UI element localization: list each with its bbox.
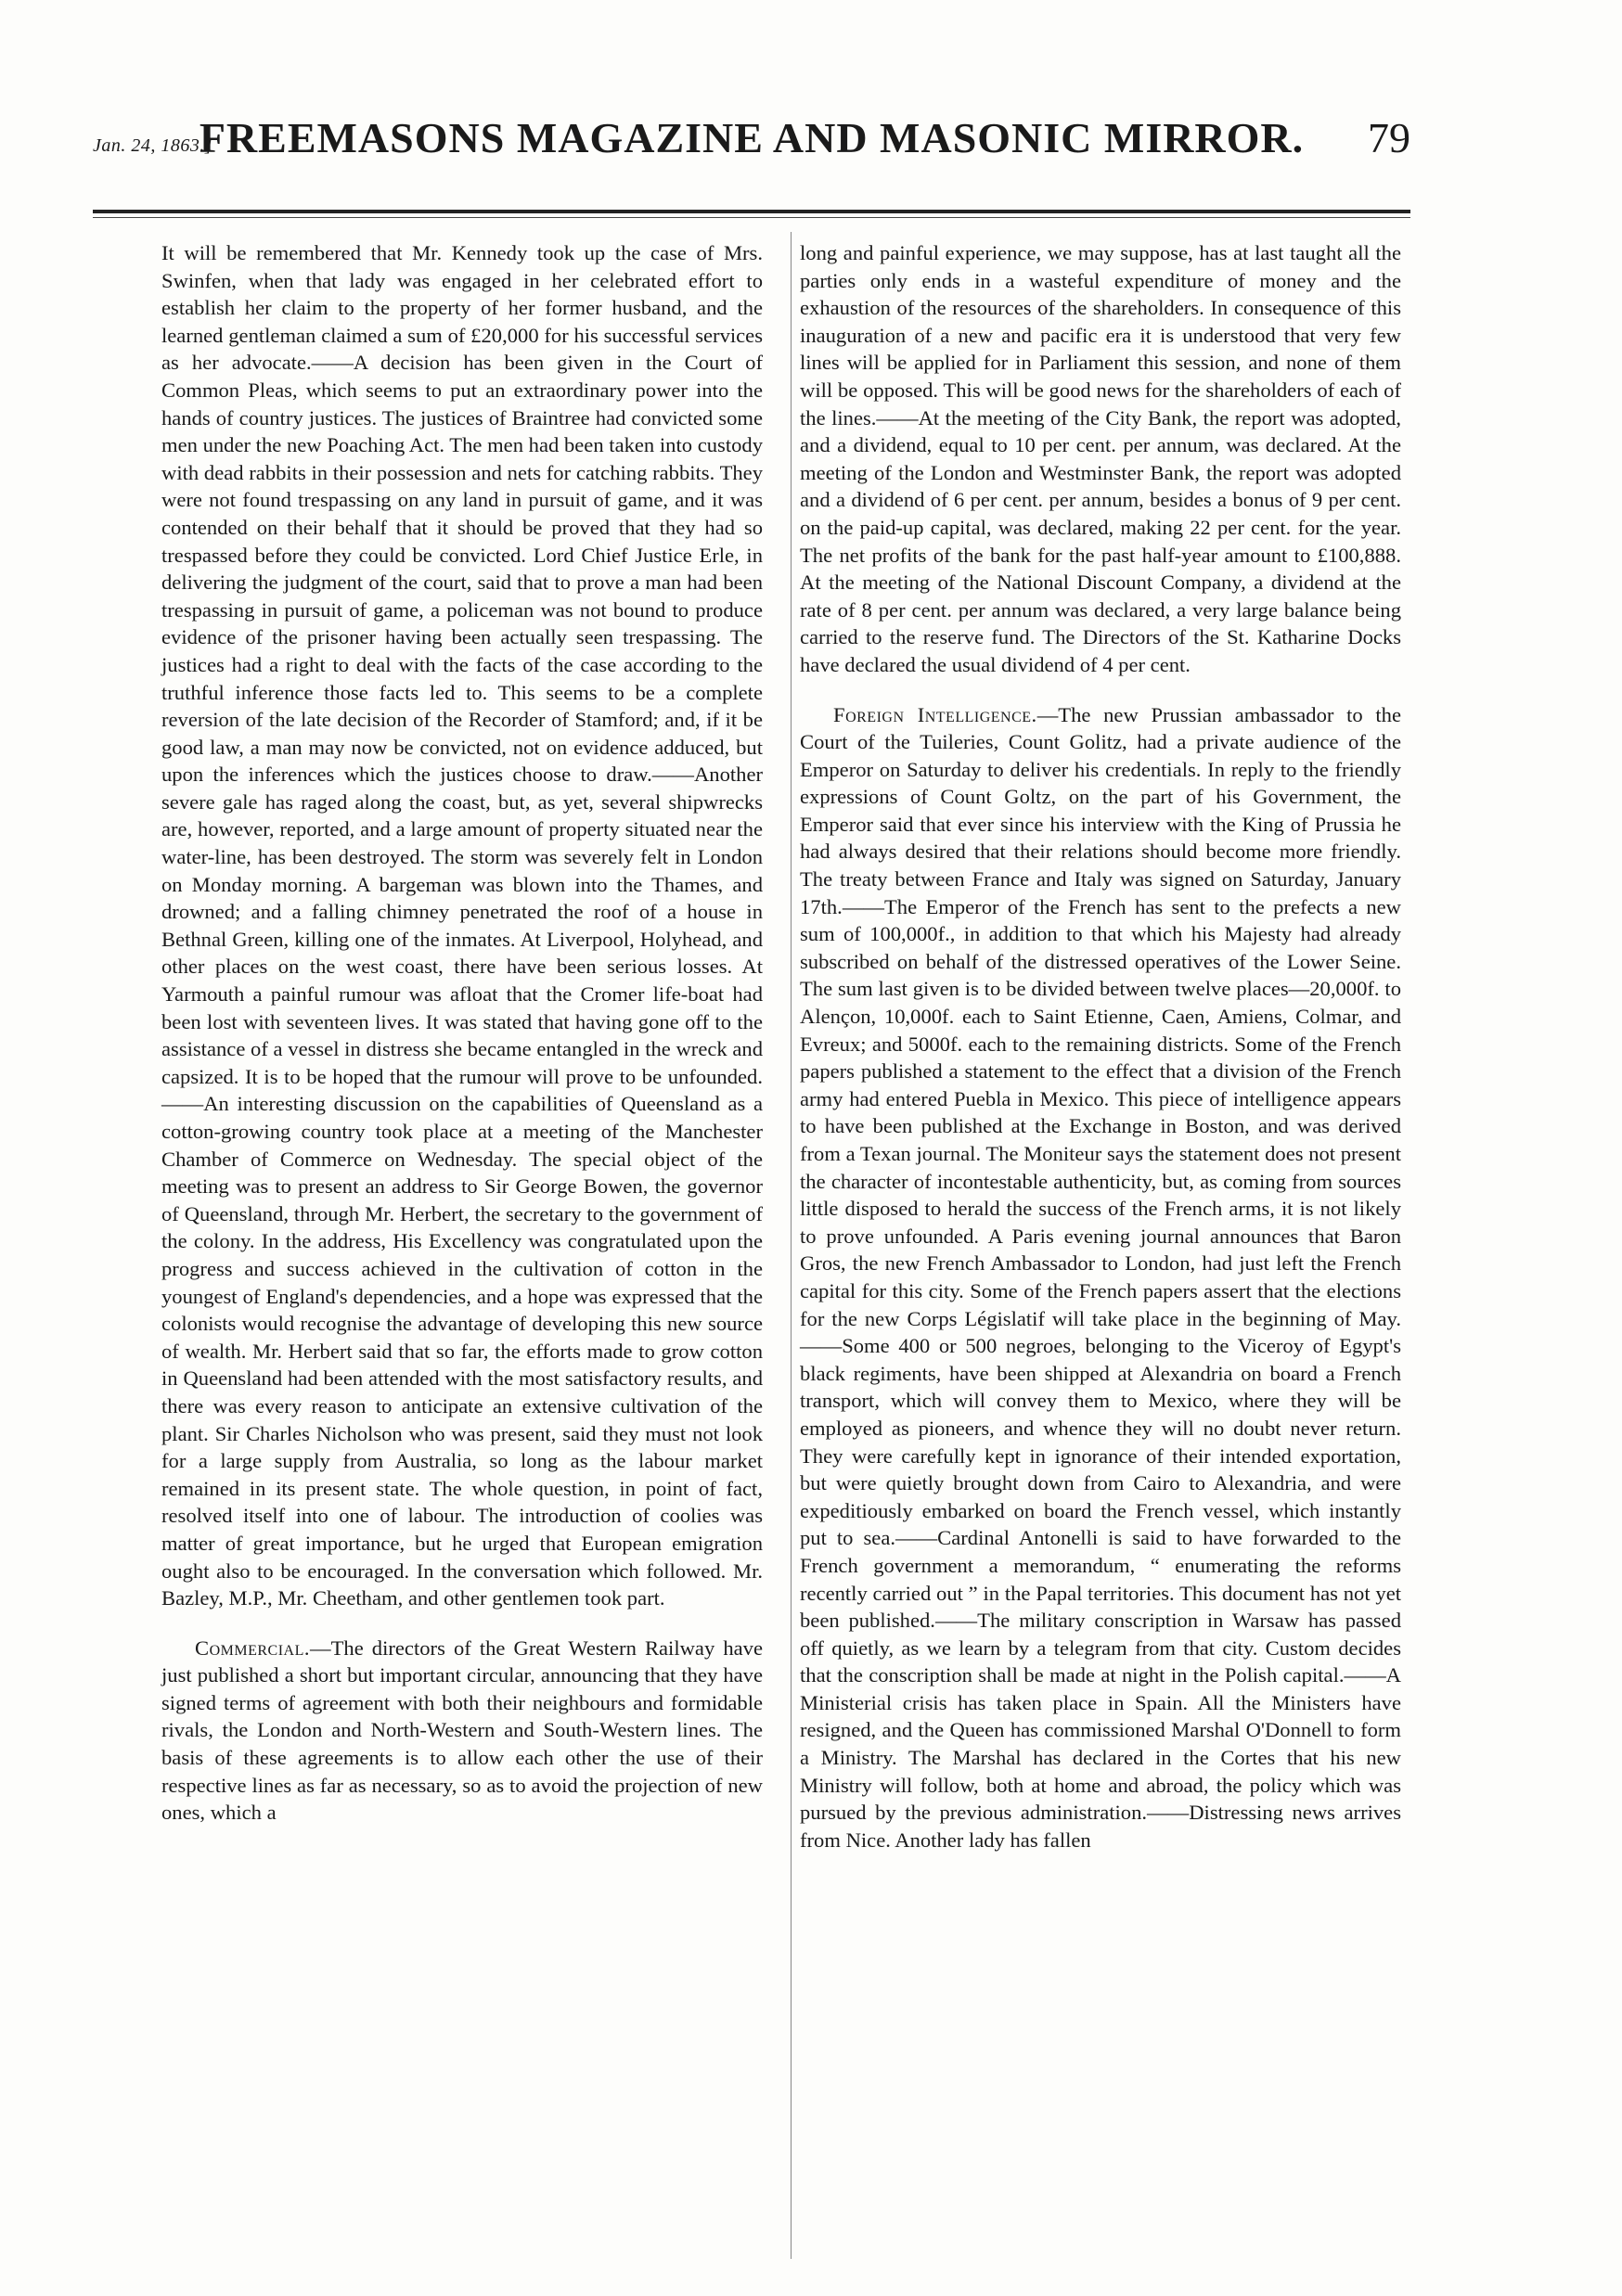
masthead-title: FREEMASONS MAGAZINE AND MASONIC MIRROR. bbox=[199, 114, 1305, 161]
right-column bbox=[800, 239, 1401, 1853]
header-rule-thin bbox=[93, 217, 1410, 218]
column-divider bbox=[791, 232, 792, 2259]
article-paragraph: long and painful experience, we may suppose, has at last taught all the parties only ends in a wasteful expenditure of money and the exhaustion of the resources of the shareholders. In consequence of this inauguration of a new and pacific era it is understood that very few lines will be applied for in Parliament this session, and none of them will be opposed. This will be good news for the shareholders of each of the lines.——At the meeting of the City Bank, the report was adopted, and a dividend, equal to 10 per cent. per annum, was declared. At the meeting of the London and Westminster Bank, the report was adopted and a dividend of 6 per cent. per annum, besides a bonus of 9 per cent. on the paid-up capital, was declared, making 22 per cent. for the year. The net profits of the bank for the past half-year amount to £100,888. At the meeting of the National Discount Company, a dividend at the rate of 8 per cent. per annum was declared, a very large balance being carried to the reserve fund. The Directors of the St. Katharine Docks have declared the usual dividend of 4 per cent. bbox=[800, 241, 1401, 676]
article-paragraph: It will be remembered that Mr. Kennedy took up the case of Mrs. Swinfen, when that lady was engaged in her celebrated effort to establish her claim to the property of her former husband, and the learned gentleman claimed a sum of £20,000 for his successful services as her advocate.——A decision has been given in the Court of Common Pleas, which seems to put an extraordinary power into the hands of country justices. The justices of Braintree had convicted some men under the new Poaching Act. The men had been taken into custody with dead rabbits in their possession and nets for catching rabbits. They were not found trespassing on any land in pursuit of game, and it was contended on their behalf that it should be proved that they had so trespassed before they could be convicted. Lord Chief Justice Erle, in delivering the judgment of the court, said that to prove a man had been trespassing in pursuit of game, a policeman was not bound to produce evidence of the prisoner having been actually seen trespassing. The justices had a right to deal with the facts of the case according to the truthful inference those facts led to. This seems to be a complete reversion of the late decision of the Recorder of Stamford; and, if it be good law, a man may now be convicted, not on evidence adduced, but upon the inferences which the justices choose to draw.——Another severe gale has raged along the coast, but, as yet, several shipwrecks are, however, reported, and a large amount of property situated near the water-line, has been destroyed. The storm was severely felt in London on Monday morning. A bargeman was blown into the Thames, and drowned; and a falling chimney penetrated the roof of a house in Bethnal Green, killing one of the inmates. At Liverpool, Holyhead, and other places on the west coast, there have been serious losses. At Yarmouth a painful rumour was afloat that the Cromer life-boat had been lost with seventeen lives. It was stated that having gone off to the assistance of a vessel in distress she became entangled in the wreck and capsized. It is to be hoped that the rumour will prove to be unfounded.——An interesting discussion on the capabilities of Queensland as a cotton-growing country took place at a meeting of the Manchester Chamber of Commerce on Wednesday. The special object of the meeting was to present an address to Sir George Bowen, the governor of Queensland, through Mr. Herbert, the secretary to the government of the colony. In the address, His Excellency was congratulated upon the progress and success achieved in the cultivation of cotton in the youngest of England's dependencies, and a hope was expressed that the colonists would recognise the advantage of developing this new source of wealth. Mr. Herbert said that so far, the efforts made to grow cotton in Queensland had been attended with the most satisfactory results, and there was every reason to anticipate an extensive cultivation of the plant. Sir Charles Nicholson who was present, said they must not look for a large supply from Australia, so long as the labour market remained in its present state. The whole question, in point of fact, resolved itself into one of labour. The introduction of coolies was matter of great importance, but he urged that European emigration ought also to be encouraged. In the conversation which followed. Mr. Bazley, M.P., Mr. Cheetham, and other gentlemen took part. bbox=[161, 241, 763, 1610]
header-rule-thick bbox=[93, 210, 1410, 213]
issue-date: Jan. 24, 1863.] bbox=[93, 135, 213, 156]
page-header bbox=[93, 109, 1410, 165]
page-number: 79 bbox=[1368, 114, 1410, 161]
left-column bbox=[161, 239, 763, 1827]
article-paragraph bbox=[161, 1635, 763, 1827]
section-lead: Commercial. bbox=[195, 1635, 310, 1660]
article-paragraph bbox=[800, 701, 1401, 1854]
section-lead: Foreign Intelligence. bbox=[833, 702, 1037, 726]
section-text: —The directors of the Great Western Railway have just published a short but important circular, announcing that they have signed terms of agreement with both their neighbours and formidable rivals, the London and North-Western and South-Western lines. The basis of these agreements is to allow each other the use of their respective lines as far as necessary, so as to avoid the projection of new ones, which a bbox=[161, 1635, 763, 1825]
section-text: —The new Prussian ambassador to the Court of the Tuileries, Count Golitz, had a private audience of the Emperor on Saturday to deliver his credentials. In reply to the friendly expressions of Count Goltz, on the part of his Government, the Emperor said that ever since his interview with the King of Prussia he had always desired that their relations should become more friendly. The treaty between France and Italy was signed on Saturday, January 17th.——The Emperor of the French has sent to the prefects a new sum of 100,000f., in addition to that which his Majesty had already subscribed on behalf of the distressed operatives of the Lower Seine. The sum last given is to be divided between twelve places—20,000f. to Alençon, 10,000f. each to Saint Etienne, Caen, Amiens, Colmar, and Evreux; and 5000f. each to the remaining districts. Some of the French papers published a statement to the effect that a division of the French army had entered Puebla in Mexico. This piece of intelligence appears to have been published at the Exchange in Boston, and was derived from a Texan journal. The Moniteur says the statement does not present the character of incontestable authenticity, but, as coming from sources little disposed to herald the success of the French arms, it is not likely to prove unfounded. A Paris evening journal announces that Baron Gros, the new French Ambassador to London, had just left the French capital for this city. Some of the French papers assert that the elections for the new Corps Législatif will take place in the beginning of May.——Some 400 or 500 negroes, belonging to the Viceroy of Egypt's black regiments, have been shipped at Alexandria on board a French transport, which will convey them to Mexico, where they will be employed as pioneers, and whence they will no doubt never return. They were carefully kept in ignorance of their intended exportation, but were quietly brought down from Cairo to Alexandria, and were expeditiously embarked on board the French vessel, which instantly put to sea.——Cardinal Antonelli is said to have forwarded to the French government a memorandum, “ enumerating the reforms recently carried out ” in the Papal territories. This document has not yet been published.——The military conscription in Warsaw has passed off quietly, as we learn by a telegram from that city. Custom decides that the conscription shall be made at night in the Polish capital.——A Ministerial crisis has taken place in Spain. All the Ministers have resigned, and the Queen has commissioned Marshal O'Donnell to form a Ministry. The Marshal has declared in the Cortes that his new Ministry will follow, both at home and abroad, the policy which was pursued by the previous administration.——Distressing news arrives from Nice. Another lady has fallen bbox=[800, 702, 1401, 1852]
